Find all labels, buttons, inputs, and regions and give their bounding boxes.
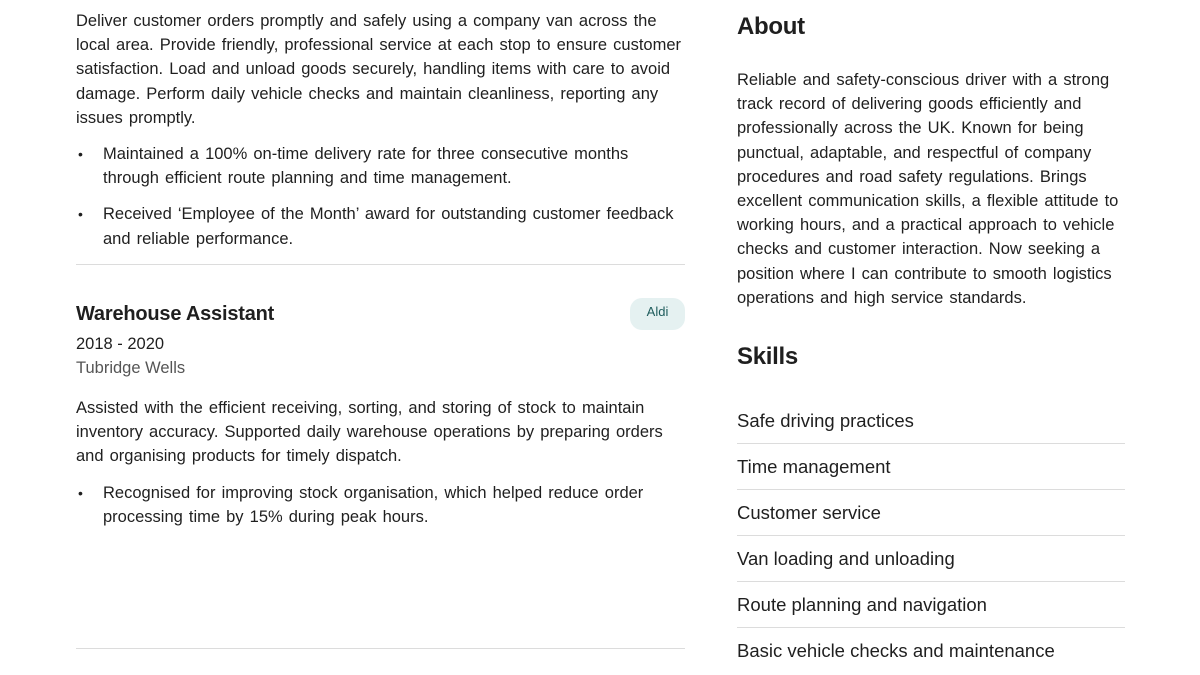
employer-badge: Aldi: [630, 298, 685, 330]
skill-item: Basic vehicle checks and maintenance: [737, 640, 1055, 661]
skill-item: Van loading and unloading: [737, 536, 1125, 582]
job-dates: 2018 - 2020: [76, 335, 165, 353]
bullet-icon: •: [78, 206, 83, 223]
achievement-item: [76, 142, 685, 190]
about-heading: About: [737, 13, 805, 40]
previous-job-achievements: [76, 142, 685, 251]
warehouse-job-entry: [76, 298, 685, 529]
job-title: Warehouse Assistant: [76, 303, 275, 325]
achievement-text: Received ‘Employee of the Month’ award for outstanding customer feedback and reliable performance.: [103, 205, 674, 248]
warehouse-job-description: Assisted with the efficient receiving, sorting, and storing of stock to maintain inventory accuracy. Supported daily warehouse operations by preparing orders and organising products for timely dispatch.: [76, 399, 663, 466]
bullet-icon: •: [78, 484, 83, 501]
bullet-icon: •: [78, 146, 83, 163]
achievement-item: [76, 202, 685, 250]
previous-job-entry: [76, 9, 685, 251]
job-location: Tubridge Wells: [76, 359, 186, 377]
skills-heading: Skills: [737, 343, 798, 370]
skill-item: Customer service: [737, 490, 1125, 536]
skills-list: [737, 398, 1125, 674]
section-divider: [76, 264, 685, 265]
achievement-text: Maintained a 100% on-time delivery rate for three consecutive months through efficient route planning and time management.: [103, 145, 629, 188]
warehouse-job-achievements: [76, 481, 685, 529]
skill-item: Safe driving practices: [737, 398, 1125, 444]
about-text: Reliable and safety-conscious driver with a strong track record of delivering goods efficiently and professionally across the UK. Known for being punctual, adaptable, and respectful of company procedures and road safety regulations. Brings excellent communication skills, a flexible attitude to working hours, and a practical approach to vehicle checks and customer interaction. Now seeking a position where I can contribute to smooth logistics operations and high service standards.: [737, 71, 1119, 307]
achievement-item: [76, 481, 685, 529]
previous-job-description: Deliver customer orders promptly and safely using a company van across the local area. Provide friendly, professional service at each stop to ensure customer satisfaction. Load and unload goods securely, handling items with care to avoid damage. Perform daily vehicle checks and maintain cleanliness, reporting any issues promptly.: [76, 12, 681, 127]
skill-item: Route planning and navigation: [737, 582, 1125, 628]
achievement-text: Recognised for improving stock organisation, which helped reduce order processing time by 15% during peak hours.: [103, 483, 644, 526]
skill-item: Time management: [737, 444, 1125, 490]
section-divider: [76, 648, 685, 649]
